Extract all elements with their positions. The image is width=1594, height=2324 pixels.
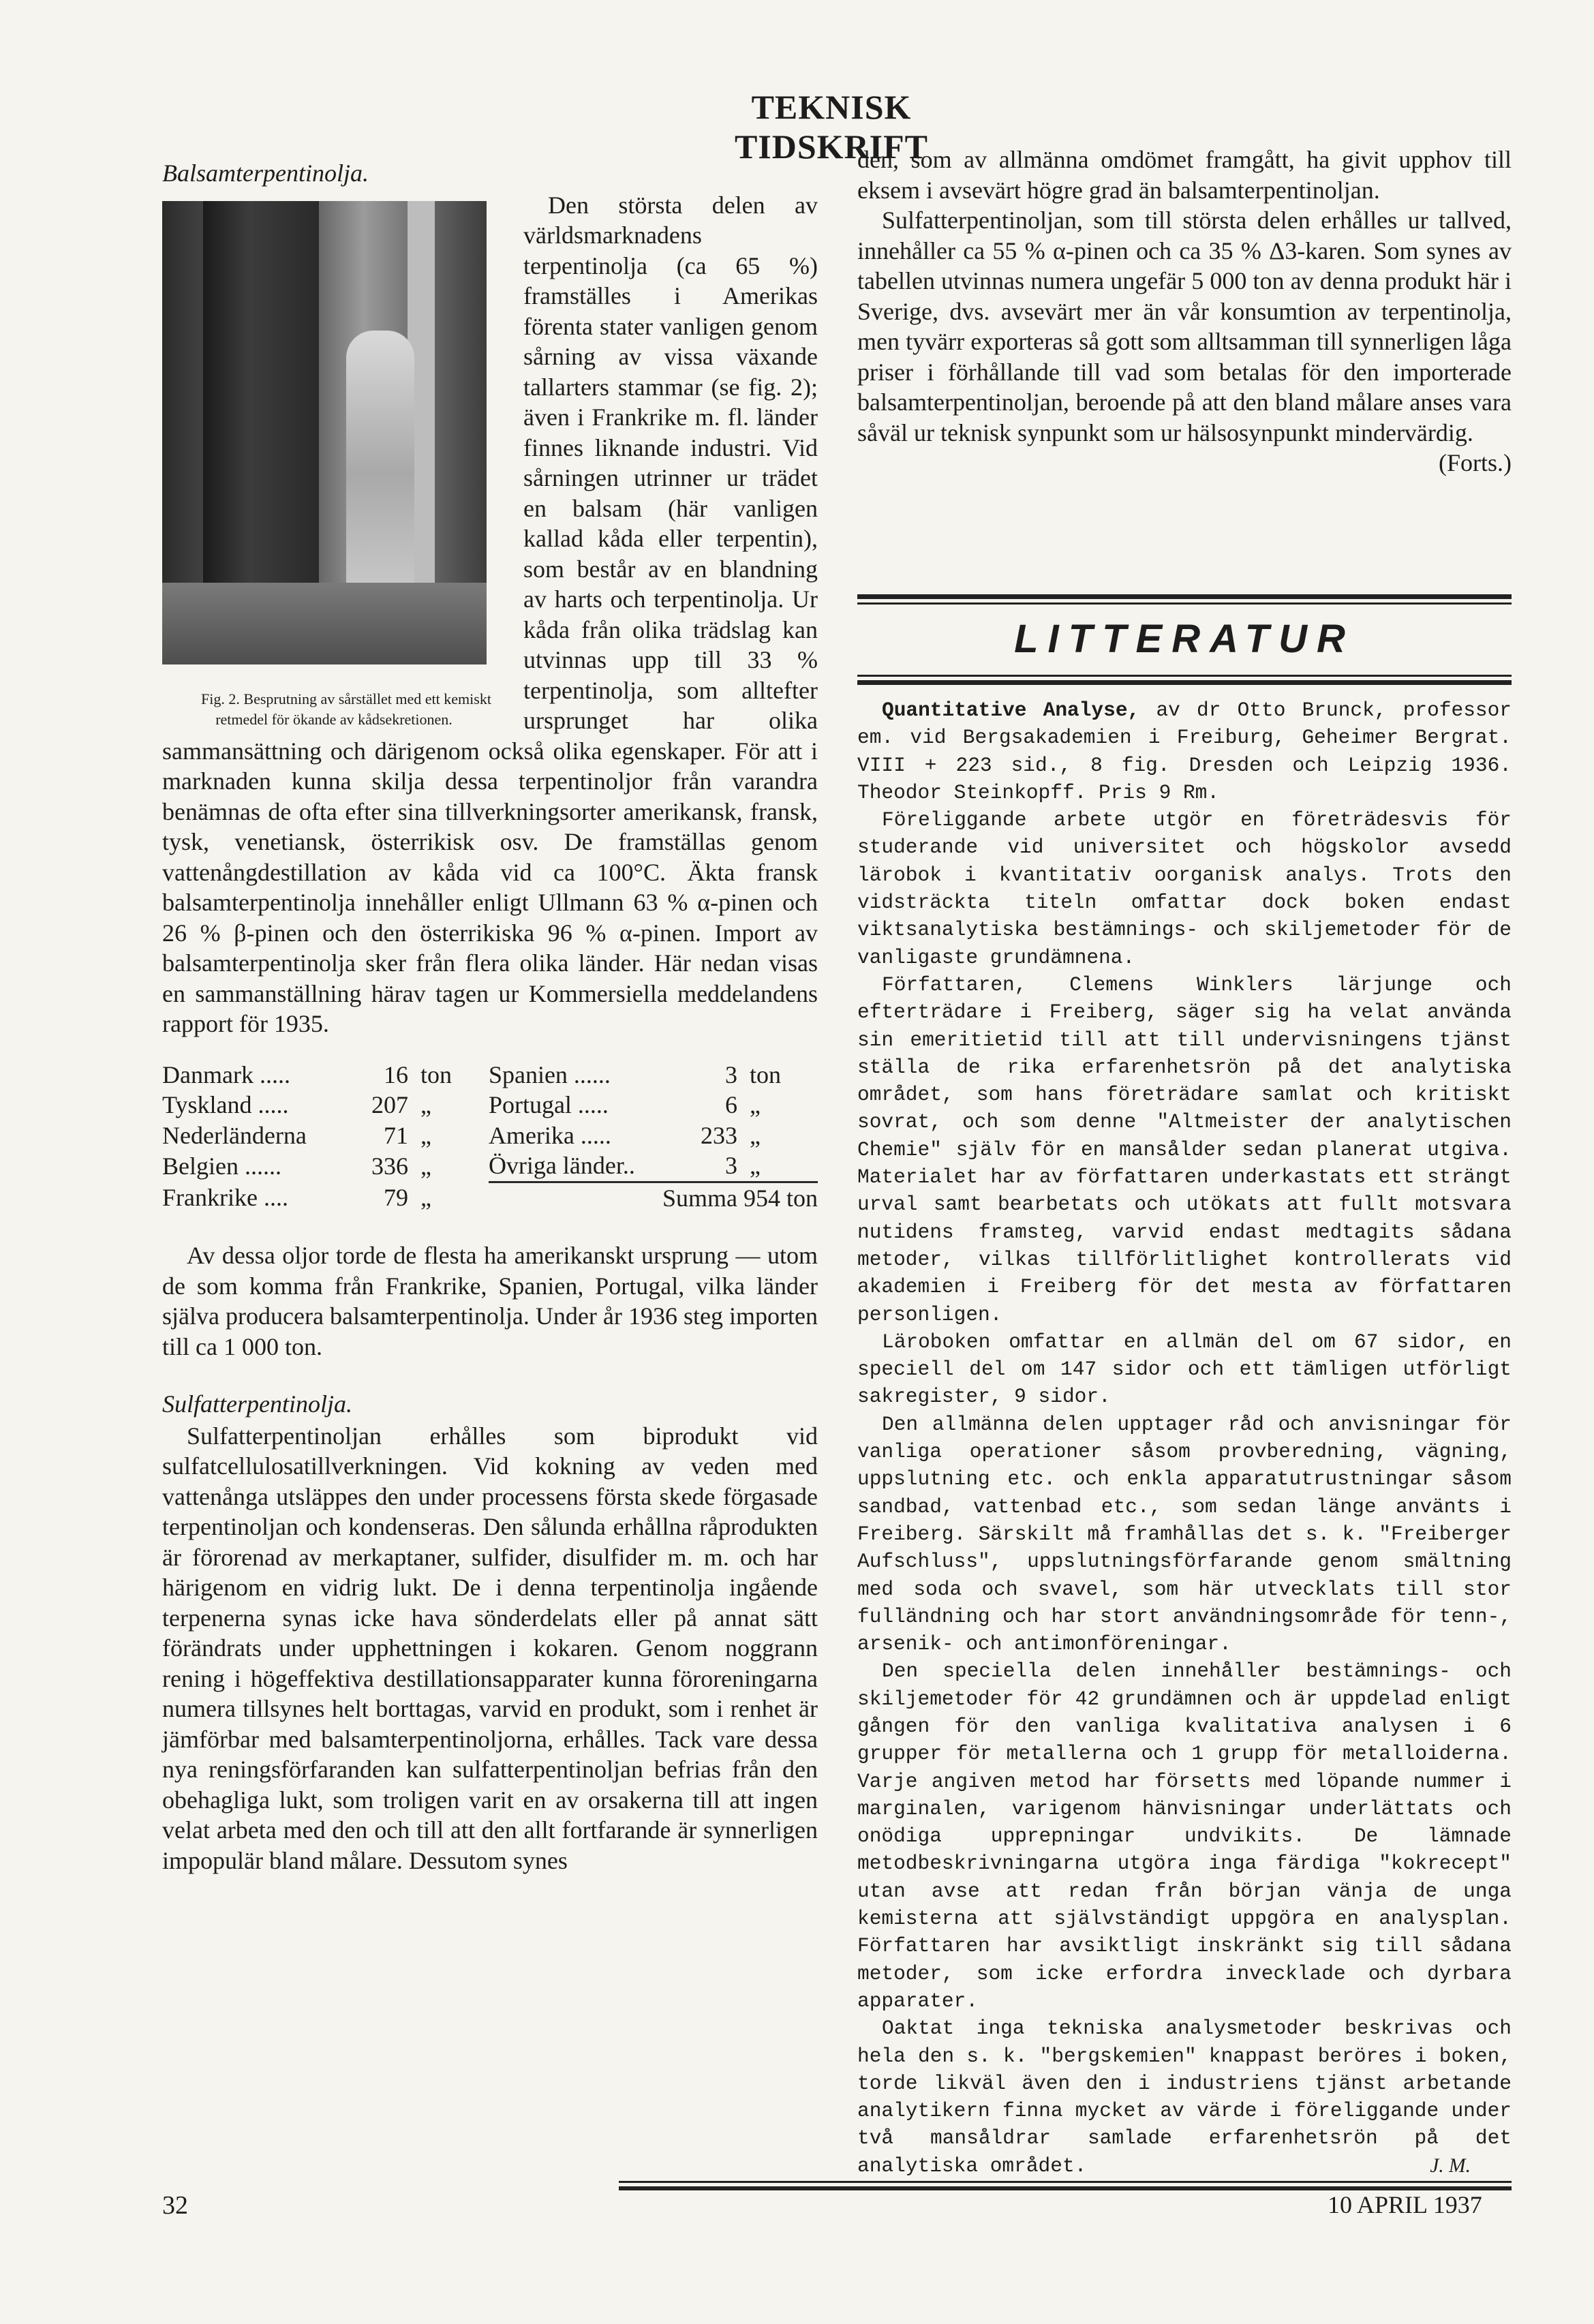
paragraph-text: Den största delen av världsmarknadens terpentinolja (ca 65 %) framställes i Amerikas förenta stater vanligen genom sårning av vissa växande tallarters stammar (se fig. 2); även i Frankrike m. fl. länder finnes liknande industri. Vid sårningen utrinner ur trädet en balsam (här vanligen kallad kåda eller terpentin), som består av en blandning av harts och terpentinolja. Ur kåda från olika trädslag kan utvinnas upp till 33 % terpentinolja, som alltefter ursprunget har olika sammansättning och därigenom också olika egenskaper. För att i marknaden kunna skilja dessa terpentinoljor från varandra benämnas de ofta efter sina tillverkningsorter amerikansk, fransk, tysk, venetiansk, österrikisk osv. De framställas genom vattenångdestillation av kåda vid ca 100°C. Äkta fransk balsamterpentinolja innehåller enligt Ullmann 63 % α-pinen och 26 % β-pinen och den österrikiska 96 % α-pinen. Import av balsamterpentinolja sker från flera olika länder. Här nedan visas en sammanställning härav tagen ur Kommersiella meddelandens rapport för 1935. <box>162 191 818 1037</box>
import-table-cell: Portugal ..... <box>488 1091 609 1118</box>
import-table-cell: 207 <box>371 1091 408 1118</box>
figure-2 <box>162 201 506 730</box>
import-table-cell: Övriga länder.. <box>488 1152 635 1179</box>
continued-note: (Forts.) <box>1439 449 1512 476</box>
figure-caption: Fig. 2. Besprutning av sårstället med ett kemiskt retmedel för ökande av kådsekretionen. <box>201 690 491 728</box>
import-table-cell: Spanien ...... <box>488 1060 611 1088</box>
review-book-details: av dr Otto Brunck, professor em. vid Bergsakademien i Freiburg, Geheimer Bergrat. VIII + 223 sid., 8 fig. Dresden och Leipzig 1936. Theodor Steinkopff. Pris 9 Rm. <box>857 699 1512 804</box>
section-rule-mid <box>857 675 1512 677</box>
review-paragraph-3: Läroboken omfattar en allmän del om 67 sidor, en speciell del om 147 sidor och ett tämligen utförligt sakregister, 9 sidor. <box>857 1330 1512 1409</box>
review-paragraph-1: Föreliggande arbete utgör en företrädesvis för studerande vid universitet och högskolor avsedd lärobok i kvantitativ oorganisk analys. Trots den vidsträckta titeln omfattar dock boken endast viktsanalytiska bestämnings- och skiljemetoder för de vanligaste grundämnena. <box>857 808 1512 969</box>
import-table-row <box>162 1090 818 1120</box>
journal-masthead: TEKNISK TIDSKRIFT <box>734 88 929 166</box>
import-table-cell: 3 <box>725 1152 737 1179</box>
import-table-cell: ton <box>420 1060 452 1088</box>
tree-tapping-photo <box>162 201 487 664</box>
paragraph-continuation: den, som av allmänna omdömet framgått, ha givit upphov till eksem i avsevärt högre grad än balsamterpentinoljan. <box>857 146 1512 204</box>
import-table-cell: „ <box>750 1121 761 1149</box>
import-table-cell: 336 <box>371 1152 408 1180</box>
import-table-cell: Danmark ..... <box>162 1060 290 1088</box>
import-table-cell: „ <box>420 1091 431 1118</box>
right-column <box>857 144 1512 478</box>
import-table-cell: „ <box>420 1183 431 1211</box>
import-table-row <box>162 1120 818 1151</box>
import-table-row <box>162 1060 818 1090</box>
section-rule-top-thin <box>857 602 1512 605</box>
import-table-total: Summa 954 ton <box>489 1182 818 1213</box>
review-paragraph-6: Oaktat inga tekniska analysmetoder beskrivas och hela den s. k. "bergskemien" knappast beröres i boken, torde likväl även den i industriens tjänst arbetande analytikern finna mycket av värde i föreliggande under två mansåldrar samlade erfarenhetsrön på det analytiska området. J. M. <box>857 2015 1512 2180</box>
import-table-cell: Tyskland ..... <box>162 1091 289 1118</box>
section-heading-sulfat: Sulfatterpentinolja. <box>162 1390 352 1418</box>
import-table-cell: 6 <box>725 1091 737 1118</box>
litteratur-heading: LITTERATUR <box>1014 617 1355 661</box>
review-paragraph-4: Den allmänna delen upptager råd och anvisningar för vanliga operationer såsom provberedning, vägning, uppslutning etc. och enkla apparatutrustningar såsom sandbad, vattenbad etc., som sedan länge använts i Freiberg. Särskilt må framhållas det s. k. "Freiberger Aufschluss", uppslutningsförfarande genom smältning med soda och svavel, som här utvecklats till stor fulländning och har stort användningsområde för tenn-, arsenik- och antimonföreningar. <box>857 1412 1512 1656</box>
paragraph-sulfat-composition: Sulfatterpentinoljan, som till största delen erhålles ur tallved, innehåller ca 55 % α-pinen och ca 35 % Δ3-karen. Som synes av tabellen utvinnas numera ungefär 5 000 ton av denna produkt här i Sverige, dvs. avsevärt mer än vår konsumtion av terpentinolja, men tyvärr exporteras så gott som alltsamman till synnerligen låga priser i förhållande till vad som betalas för den importerade balsamterpentinoljan, beroende på att den bland målare anses vara såväl ur teknisk synpunkt som ur hälsosynpunkt mindervärdig. <box>857 207 1512 446</box>
book-review <box>857 697 1512 2180</box>
import-table-cell: Belgien ...... <box>162 1152 281 1180</box>
import-table-cell: Nederländerna <box>162 1121 307 1149</box>
import-table <box>162 1060 818 1214</box>
review-book-title: Quantitative Analyse, <box>882 699 1140 722</box>
review-paragraph-5: Den speciella delen innehåller bestämnings- och skiljemetoder för 42 grundämnen och är uppdelad enligt gången för den vanliga kvalitativa analysen i 6 grupper för metallerna och 1 grupp för metalloiderna. Varje angiven metod har försetts med löpande nummer i marginalen, varigenom hänvisningar underlättats och onödiga upprepningar undvikits. De lämnade metodbeskrivningarna utgöra inga färdiga "kokrecept" utan avse att redan från början vänja de unga kemisterna att självständigt uppgöra en analysplan. Författaren har avsiktligt inskränkt sig till sådana metoder, som icke erfordra invecklade och dyrbara apparater. <box>857 1660 1512 2013</box>
section-rule-top <box>857 594 1512 599</box>
import-table-cell: Frankrike .... <box>162 1183 288 1211</box>
section-heading-balsam: Balsamterpentinolja. <box>162 159 369 187</box>
paragraph-balsam-intro <box>162 190 818 1039</box>
import-table-cell: 233 <box>701 1121 737 1149</box>
review-signature: J. M. <box>1430 2154 1471 2177</box>
import-table-cell: 3 <box>725 1060 737 1088</box>
import-table-cell: „ <box>420 1121 431 1149</box>
import-table-cell: „ <box>750 1091 761 1118</box>
issue-date: 10 APRIL 1937 <box>1328 2191 1482 2218</box>
import-table-cell: 16 <box>383 1060 408 1088</box>
review-citation <box>857 697 1512 806</box>
import-table-cell: 79 <box>383 1183 408 1211</box>
page-number: 32 <box>162 2191 188 2220</box>
section-rule-mid-thick <box>857 680 1512 685</box>
footer-rule-top <box>619 2181 1512 2183</box>
review-paragraph-2: Författaren, Clemens Winklers lärjunge och efterträdare i Freiberg, säger sig ha velat använda sin emeritietid till att till undervisningens tjänst ställa de rika erfarenhetsrön på det analytiska området, som hans företrädare samlat och kritiskt sovrat, och som denne "Altmeister der analytischen Chemie" själv för en mansålder sedan planerat utgiva. Materialet har av författaren underkastats ett strängt urval samt bearbetats och utökats att fullt motsvara nutidens framsteg, varvid endast medtagits sådana metoder, vilkas tillförlitlighet kontrollerats vid akademien i Freiberg för det mesta av författaren personligen. <box>857 973 1512 1326</box>
import-table-cell: ton <box>750 1060 782 1088</box>
import-table-row <box>162 1150 818 1182</box>
paragraph-origin: Av dessa oljor torde de flesta ha amerikanskt ursprung — utom de som komma från Frankrike, Spanien, Portugal, vilka länder själva producera balsamterpentinolja. Under år 1936 steg importen till ca 1 000 ton. <box>162 1242 818 1360</box>
import-table-cell: „ <box>750 1152 761 1179</box>
paragraph-sulfat: Sulfatterpentinoljan erhålles som biprodukt vid sulfatcellulosatillverkningen. Vid kokning av veden med vattenånga utsläppes den under processens första skede förgasade terpentinoljan och kondenseras. Den sålunda erhållna råprodukten är förorenad av merkaptaner, sulfider, disulfider m. m. och har härigenom en vidrig lukt. De i denna terpentinolja ingående terpenerna synas icke hava sönderdelats eller på annat sätt förändrats under upphettningen i kokaren. Genom noggrann rening i högeffektiva destillationsapparater kunna föroreningarna numera tillsynes helt borttagas, varvid en produkt, som i renhet är jämförbar med balsamterpentinoljorna, erhålles. Tack vare dessa nya reningsförfaranden kan sulfatterpentinoljan befrias från den obehagliga lukt, som troligen varit en av orsakerna till att ingen velat arbeta med den och till att den allt fortfarande är synnerligen impopulär bland målare. Dessutom synes <box>162 1422 818 1874</box>
import-table-cell: Amerika ..... <box>488 1121 611 1149</box>
import-table-row <box>162 1182 818 1213</box>
left-column <box>162 158 818 1876</box>
import-table-cell: „ <box>420 1152 431 1180</box>
import-table-cell: 71 <box>383 1121 408 1149</box>
